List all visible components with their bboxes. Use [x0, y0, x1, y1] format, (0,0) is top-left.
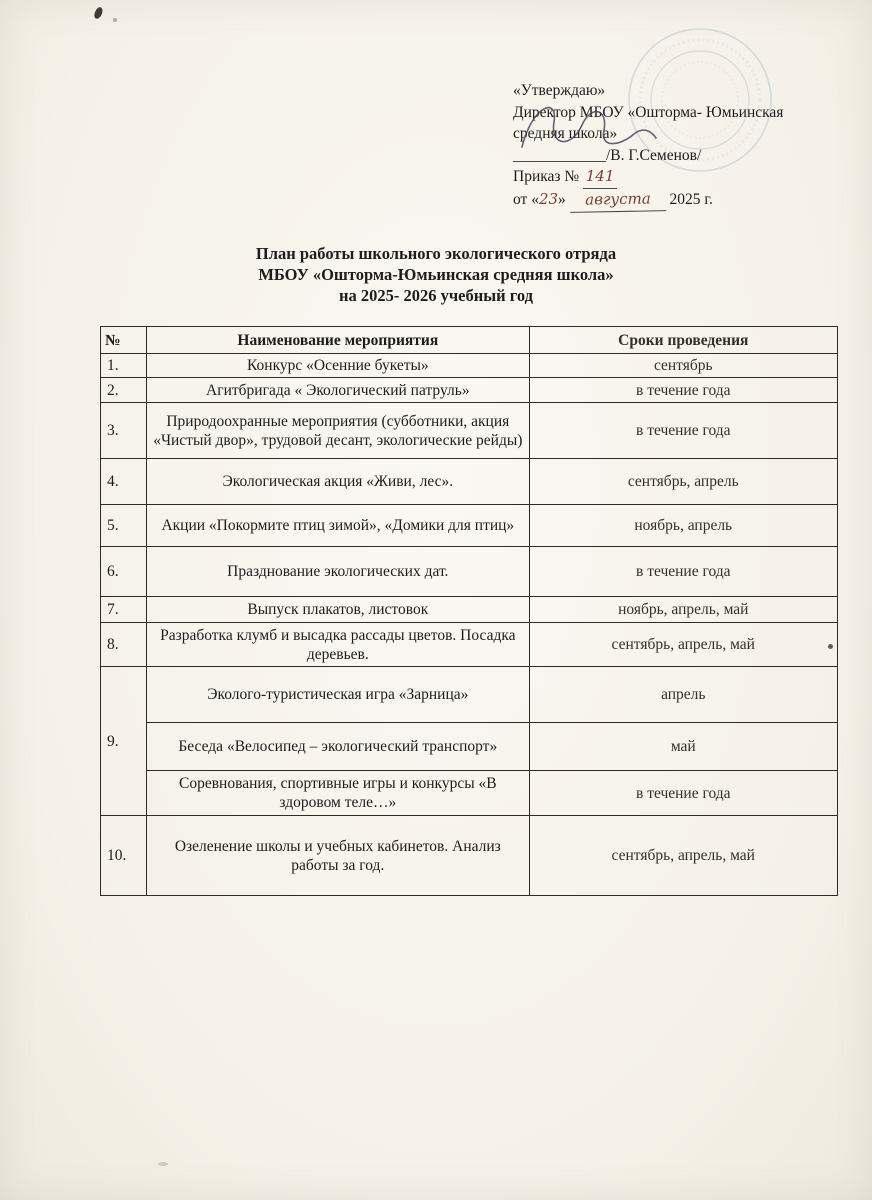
- timing-cell: ноябрь, апрель, май: [529, 597, 837, 623]
- date-line: [513, 189, 858, 212]
- document-title: [0, 243, 872, 306]
- table-row: [101, 816, 838, 896]
- table-row: [101, 505, 838, 547]
- timing-cell: в течение года: [529, 403, 837, 459]
- header-number: №: [101, 327, 147, 354]
- activity-cell: Выпуск плакатов, листовок: [147, 597, 529, 623]
- row-number-cell: 6.: [101, 547, 147, 597]
- timing-cell: сентябрь, апрель, май: [529, 623, 837, 667]
- scan-speck: [93, 6, 104, 20]
- table-row: [101, 597, 838, 623]
- timing-cell: в течение года: [529, 378, 837, 403]
- row-number-cell: 5.: [101, 505, 147, 547]
- row-number-cell: 1.: [101, 354, 147, 378]
- table-header-row: [101, 327, 838, 354]
- date-quote-close: »: [558, 190, 566, 208]
- scan-speck: [113, 18, 117, 22]
- table-row: [101, 771, 838, 816]
- header-timing: Сроки проведения: [529, 327, 837, 354]
- row-number-cell: 4.: [101, 459, 147, 505]
- date-month-handwritten: августа: [569, 188, 665, 212]
- activity-cell: Озеленение школы и учебных кабинетов. Анализ работы за год.: [147, 816, 529, 896]
- activity-cell: Беседа «Велосипед – экологический транспорт»: [147, 723, 529, 771]
- timing-cell: в течение года: [529, 771, 837, 816]
- title-line-3: на 2025- 2026 учебный год: [339, 286, 533, 305]
- activity-cell: Экологическая акция «Живи, лес».: [147, 459, 529, 505]
- date-from: от «: [513, 190, 539, 208]
- table-row: [101, 354, 838, 378]
- table-row: [101, 667, 838, 723]
- row-number-cell: 10.: [101, 816, 147, 896]
- row-number-cell: 9.: [101, 667, 147, 816]
- table-row: [101, 459, 838, 505]
- header-activity: Наименование мероприятия: [147, 327, 529, 354]
- director-line-2: средняя школа»: [513, 125, 618, 142]
- plan-table-body: [101, 354, 838, 896]
- timing-cell: сентябрь, апрель: [529, 459, 837, 505]
- activity-cell: Соревнования, спортивные игры и конкурсы «В здоровом теле…»: [147, 771, 529, 816]
- activity-cell: Акции «Покормите птиц зимой», «Домики для птиц»: [147, 505, 529, 547]
- table-row: [101, 723, 838, 771]
- approve-label: «Утверждаю»: [513, 82, 606, 99]
- date-year: 2025 г.: [669, 190, 713, 208]
- title-line-2: МБОУ «Ошторма-Юмьинская средняя школа»: [258, 265, 614, 284]
- title-line-1: План работы школьного экологического отряда: [255, 244, 617, 263]
- activity-cell: Празднование экологических дат.: [147, 547, 529, 597]
- order-prefix: Приказ №: [513, 168, 580, 185]
- activity-cell: Природоохранные мероприятия (субботники, акция «Чистый двор», трудовой десант, экологические рейды): [147, 403, 529, 459]
- row-number-cell: 8.: [101, 623, 147, 667]
- timing-cell: в течение года: [529, 547, 837, 597]
- row-number-cell: 2.: [101, 378, 147, 403]
- row-number-cell: 7.: [101, 597, 147, 623]
- timing-cell: апрель: [529, 667, 837, 723]
- signature-line: ____________/В. Г.Семенов/: [513, 146, 702, 164]
- timing-cell: сентябрь: [529, 354, 837, 378]
- order-number-handwritten: 141: [583, 166, 617, 189]
- scan-speck: [158, 1162, 168, 1166]
- work-plan-table: [100, 326, 838, 896]
- director-line-1: Директор МБОУ «Ошторма- Юмьинская: [513, 103, 784, 121]
- director-signature-mark: [516, 92, 661, 167]
- timing-cell: сентябрь, апрель, май: [529, 816, 837, 896]
- scan-speck: [828, 644, 833, 649]
- activity-cell: Агитбригада « Экологический патруль»: [147, 378, 529, 403]
- timing-cell: ноябрь, апрель: [529, 505, 837, 547]
- table-row: [101, 403, 838, 459]
- table-row: [101, 547, 838, 597]
- timing-cell: май: [529, 723, 837, 771]
- table-row: [101, 623, 838, 667]
- date-day-handwritten: 23: [538, 189, 559, 208]
- order-line: [513, 166, 858, 189]
- table-row: [101, 378, 838, 403]
- row-number-cell: 3.: [101, 403, 147, 459]
- activity-cell: Эколого-туристическая игра «Зарница»: [147, 667, 529, 723]
- activity-cell: Разработка клумб и высадка рассады цветов. Посадка деревьев.: [147, 623, 529, 667]
- activity-cell: Конкурс «Осенние букеты»: [147, 354, 529, 378]
